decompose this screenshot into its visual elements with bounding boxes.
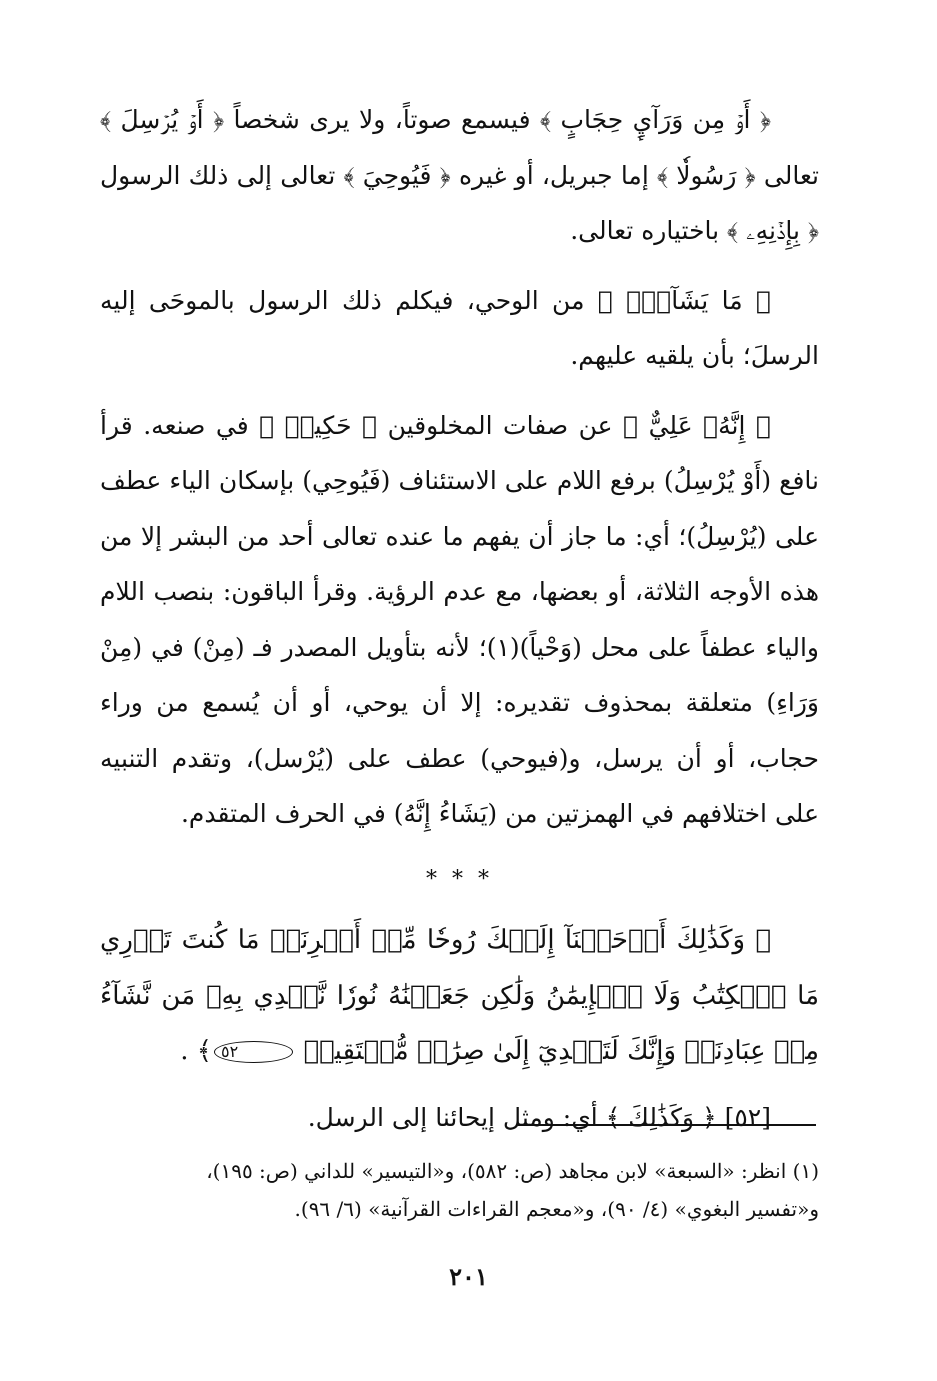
- quran-verse-52: [100, 913, 819, 1080]
- footnote-line-2: و«تفسير البغوي» (٤/ ٩٠)، و«معجم القراءات القرآنية» (٦/ ٩٦).: [294, 1197, 819, 1221]
- verse-number-marker: ٥٢: [214, 1041, 293, 1063]
- page-number: ٢٠١: [449, 1262, 488, 1291]
- footnote-divider: [518, 1124, 816, 1126]
- footnote: [100, 1152, 819, 1228]
- verse-close: ﴾ .: [180, 1036, 212, 1066]
- footnote-line-1: (١) انظر: «السبعة» لابن مجاهد (ص: ٥٨٢)، و«التيسير» للداني (ص: ١٩٥)،: [206, 1159, 819, 1183]
- commentary-52: [٥٢] ﴿ وَكَذَٰلِكَ ﴾ أي: ومثل إيحائنا إلى الرسل.: [307, 1102, 771, 1132]
- paragraph-verse-51-end: ﴿ أَوۡ مِن وَرَآيِٕ حِجَابٍ ﴾ فيسمع صوتاً، ولا يرى شخصاً ﴿ أَوۡ يُرۡسِلَ ﴾ تعالى ﴿ رَسُولٗا ﴾ إما جبريل، أو غيره ﴿ فَيُوحِيَ ﴾ تعالى إلى ذلك الرسول ﴿ بِإِذۡنِهِۦ ﴾ باختياره تعالى.: [100, 105, 819, 245]
- paragraph-qiraat: ﴿ إِنَّهُۥ عَلِيٌّ ﴾ عن صفات المخلوقين ﴿ حَكِيمٞ ﴾ في صنعه. قرأ نافع (أَوْ يُرْسِلُ) برفع اللام على الاستئناف (فَيُوحِي) بإسكان الياء عطف على (يُرْسِلُ)؛ أي: ما جاز أن يفهم ما عنده تعالى أحد من البشر إلا من هذه الأوجه الثلاثة، أو بعضها، مع عدم الرؤية. وقرأ الباقون: بنصب اللام والياء عطفاً على محل (وَحْياً)(١)؛ لأنه بتأويل المصدر فـ (مِنْ) في (مِنْ وَرَاءِ) متعلقة بمحذوف تقديره: إلا أن يوحي، أو أن يُسمع من وراء حجاب، أو أن يرسل، و(فيوحي) عطف على (يُرْسل)، وتقدم التنبيه على اختلافهم في الهمزتين من (يَشَاءُ إِنَّهُ) في الحرف المتقدم.: [100, 410, 819, 828]
- section-separator: * * *: [426, 866, 493, 892]
- main-text: [100, 92, 819, 1145]
- paragraph-ma-yashaa: ﴿ مَا يَشَآءُۚ ﴾ من الوحي، فيكلم ذلك الرسول بالموحَى إليه الرسلَ؛ بأن يلقيه عليهم.: [100, 285, 819, 370]
- verse-text: ﴿ وَكَذَٰلِكَ أَوۡحَيۡنَآ إِلَيۡكَ رُوحٗا مِّنۡ أَمۡرِنَاۚ مَا كُنتَ تَدۡرِي مَا ٱلۡكِتَٰبُ وَلَا ٱلۡإِيمَٰنُ وَلَٰكِن جَعَلۡنَٰهُ نُورٗا نَّهۡدِي بِهِۦ مَن نَّشَآءُ مِنۡ عِبَادِنَاۚ وَإِنَّكَ لَتَهۡدِيٓ إِلَىٰ صِرَٰطٖ مُّسۡتَقِيمٖ: [100, 925, 819, 1066]
